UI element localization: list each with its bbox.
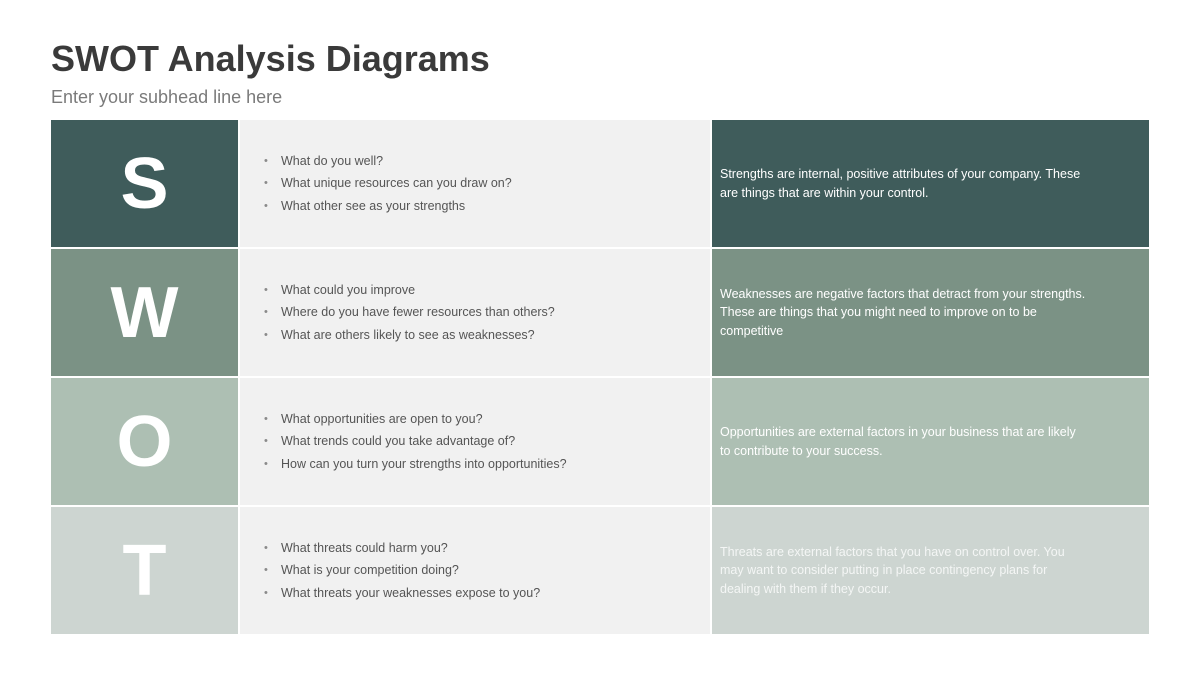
page-title: SWOT Analysis Diagrams bbox=[51, 38, 490, 79]
question-item: • What opportunities are open to you? bbox=[264, 408, 567, 431]
threats-description bbox=[712, 507, 1149, 634]
threats-question-list bbox=[240, 537, 540, 605]
threats-questions bbox=[240, 507, 710, 634]
weaknesses-description bbox=[712, 249, 1149, 376]
strengths-letter: S bbox=[51, 120, 238, 247]
question-item: • What could you improve bbox=[264, 279, 555, 302]
strengths-description-text: Strengths are internal, positive attributes of your company. These are things that are within your control. bbox=[720, 167, 1081, 200]
threats-description-text: Threats are external factors that you have on control over. You may want to consider putting in place contingency plans for dealing with them if they occur. bbox=[720, 544, 1065, 596]
question-item: • What are others likely to see as weaknesses? bbox=[264, 324, 555, 347]
swot-row-strengths bbox=[51, 120, 1149, 247]
question-item: • How can you turn your strengths into opportunities? bbox=[264, 453, 567, 476]
swot-row-weaknesses bbox=[51, 249, 1149, 376]
strengths-description bbox=[712, 120, 1149, 247]
question-item: • What unique resources can you draw on? bbox=[264, 172, 512, 195]
swot-row-opportunities bbox=[51, 378, 1149, 505]
page-subtitle: Enter your subhead line here bbox=[51, 87, 283, 107]
opportunities-question-list bbox=[240, 408, 567, 476]
weaknesses-description-text: Weaknesses are negative factors that detract from your strengths. These are things that you might need to improve on to be competitive bbox=[720, 286, 1086, 338]
question-item: • What other see as your strengths bbox=[264, 195, 512, 218]
weaknesses-question-list bbox=[240, 279, 555, 347]
opportunities-description-text: Opportunities are external factors in your business that are likely to contribute to your success. bbox=[720, 425, 1076, 458]
opportunities-letter: O bbox=[51, 378, 238, 505]
weaknesses-questions bbox=[240, 249, 710, 376]
swot-grid bbox=[51, 120, 1149, 636]
swot-row-threats bbox=[51, 507, 1149, 634]
opportunities-description bbox=[712, 378, 1149, 505]
opportunities-questions bbox=[240, 378, 710, 505]
weaknesses-letter: W bbox=[51, 249, 238, 376]
threats-letter: T bbox=[51, 507, 238, 634]
question-item: • What trends could you take advantage of? bbox=[264, 430, 567, 453]
question-item: • What is your competition doing? bbox=[264, 559, 540, 582]
question-item: • Where do you have fewer resources than others? bbox=[264, 301, 555, 324]
strengths-questions bbox=[240, 120, 710, 247]
question-item: • What threats your weaknesses expose to you? bbox=[264, 582, 540, 605]
strengths-question-list bbox=[240, 150, 512, 218]
question-item: • What do you well? bbox=[264, 150, 512, 173]
question-item: • What threats could harm you? bbox=[264, 537, 540, 560]
